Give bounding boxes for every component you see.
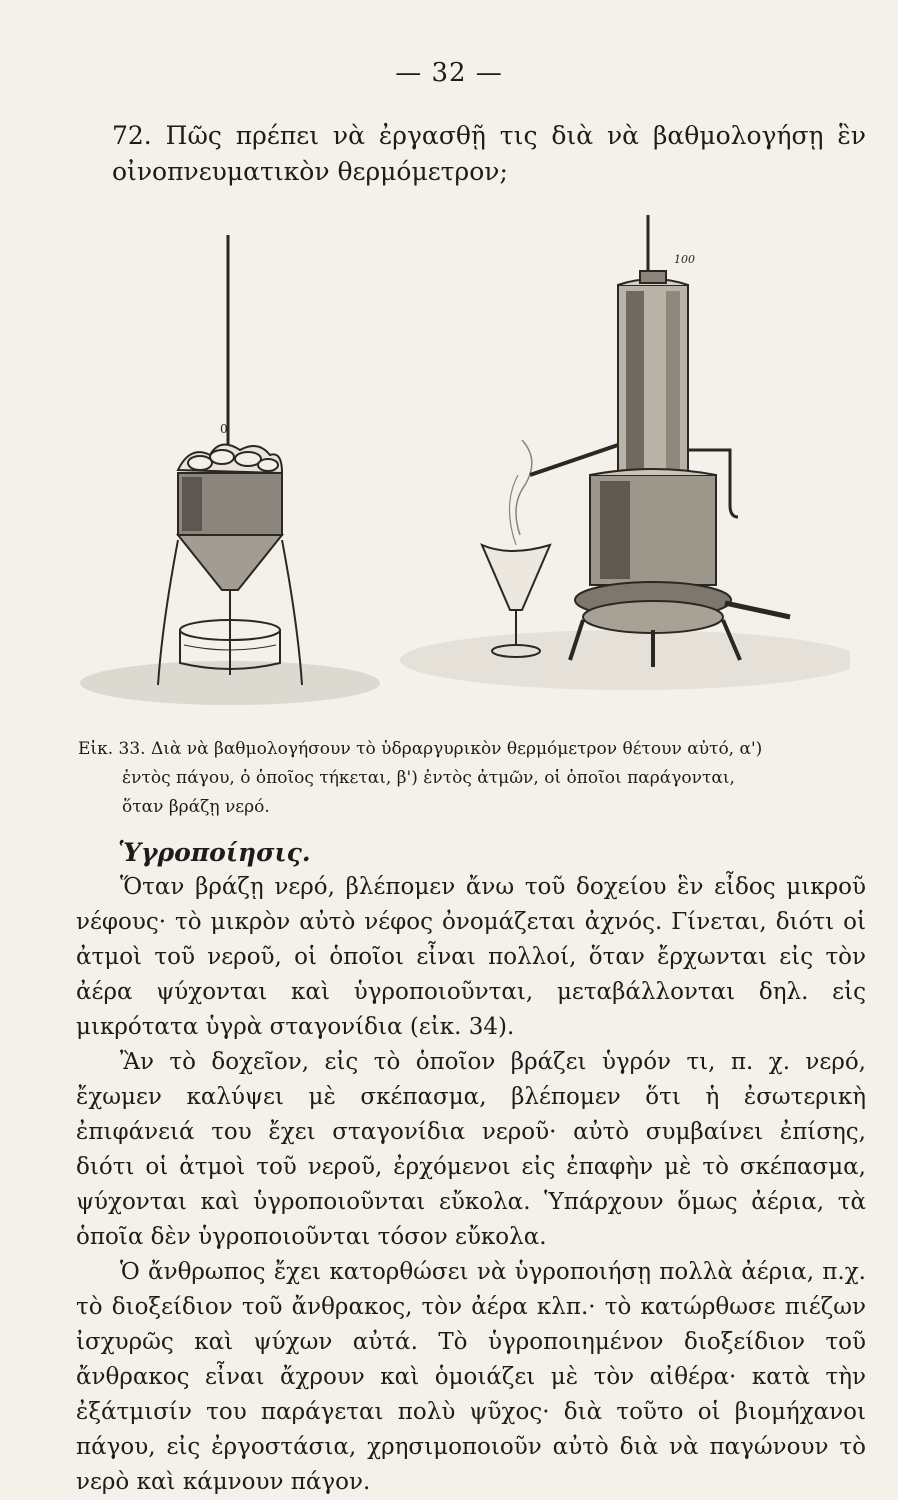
caption-line-2: ἐντὸς πάγου, ὁ ὁποῖος τήκεται, β') ἐντὸς ἀτμῶν, οἱ ὁποῖοι παράγονται, — [122, 768, 735, 788]
paragraph-2: Ἂν τὸ δοχεῖον, εἰς τὸ ὁποῖον βράζει ὑγρόν τι, π. χ. νερό, ἔχωμεν καλύψει μὲ σκέπασμα, βλέπομεν ὅτι ἡ ἐσωτερικὴ ἐπιφάνειά του ἔχει σταγονίδια νεροῦ· αὐτὸ συμβαίνει ἐπίσης, διότι οἱ ἀτμοὶ τοῦ νεροῦ, ἐρχόμενοι εἰς ἐπαφὴν μὲ τὸ σκέπασμα, ψύχονται καὶ ὑγροποιοῦνται εὔκολα. Ὑπάρχουν ὅμως ἀέρια, τὰ ὁποῖα δὲν ὑγροποιοῦνται τόσον εὔκολα. — [76, 1049, 866, 1250]
caption-line-3: ὅταν βράζῃ νερό. — [122, 797, 270, 817]
ground-shadow-right — [400, 630, 850, 690]
question-text: 72. Πῶς πρέπει νὰ ἐργασθῇ τις διὰ νὰ βαθμολογήσῃ ἓν οἰνοπνευματικὸν θερμόμετρον; — [112, 121, 866, 186]
ice-funnel-apparatus — [158, 235, 302, 685]
paragraph-3: Ὁ ἄνθρωπος ἔχει κατορθώσει νὰ ὑγροποιήσῃ πολλὰ ἀέρια, π.χ. τὸ διοξείδιον τοῦ ἄνθρακος, τὸν ἀέρα κλπ.· τὸ κατώρθωσε πιέζων ἰσχυρῶς καὶ ψύχων αὐτά. Τὸ ὑγροποιημένον διοξείδιον τοῦ ἄνθρακος εἶναι ἄχρουν καὶ ὁμοιάζει μὲ τὸν αἰθέρα· κατὰ τὴν ἐξάτμισίν του παράγεται πολὺ ψῦχος· διὰ τοῦτο οἱ βιομήχανοι πάγου, εἰς ἐργοστάσια, χρησιμοποιοῦν αὐτὸ διὰ νὰ παγώνουν τὸ νερὸ καὶ κάμνουν πάγον. — [76, 1259, 866, 1495]
caption-line-1: Εἰκ. 33. Διὰ νὰ βαθμολογήσουν τὸ ὑδραργυρικὸν θερμόμετρον θέτουν αὐτό, α') — [78, 739, 763, 759]
figure-thermometer-calibration — [70, 205, 850, 725]
thermometer-scale-label: 100 — [674, 253, 695, 266]
body-text — [76, 870, 866, 1500]
section-title: Ὑγροποίησις. — [118, 838, 311, 867]
steam-boiler-apparatus — [530, 215, 790, 667]
page-number: — 32 — — [395, 58, 503, 88]
figure-illustration — [70, 205, 850, 725]
figure-caption — [78, 735, 878, 822]
question-heading — [76, 118, 866, 190]
thermometer-zero-mark: 0 — [220, 422, 228, 436]
paragraph-1: Ὅταν βράζῃ νερό, βλέπομεν ἄνω τοῦ δοχείου ἓν εἶδος μικροῦ νέφους· τὸ μικρὸν αὐτὸ νέφος ὀνομάζεται ἀχνός. Γίνεται, διότι οἱ ἀτμοὶ τοῦ νεροῦ, οἱ ὁποῖοι εἶναι πολλοί, ὅταν ἔρχωνται εἰς τὸν ἀέρα ψύχονται καὶ ὑγροποιοῦνται, μεταβάλλονται δηλ. εἰς μικρότατα ὑγρὰ σταγονίδια (εἰκ. 34). — [76, 874, 866, 1040]
